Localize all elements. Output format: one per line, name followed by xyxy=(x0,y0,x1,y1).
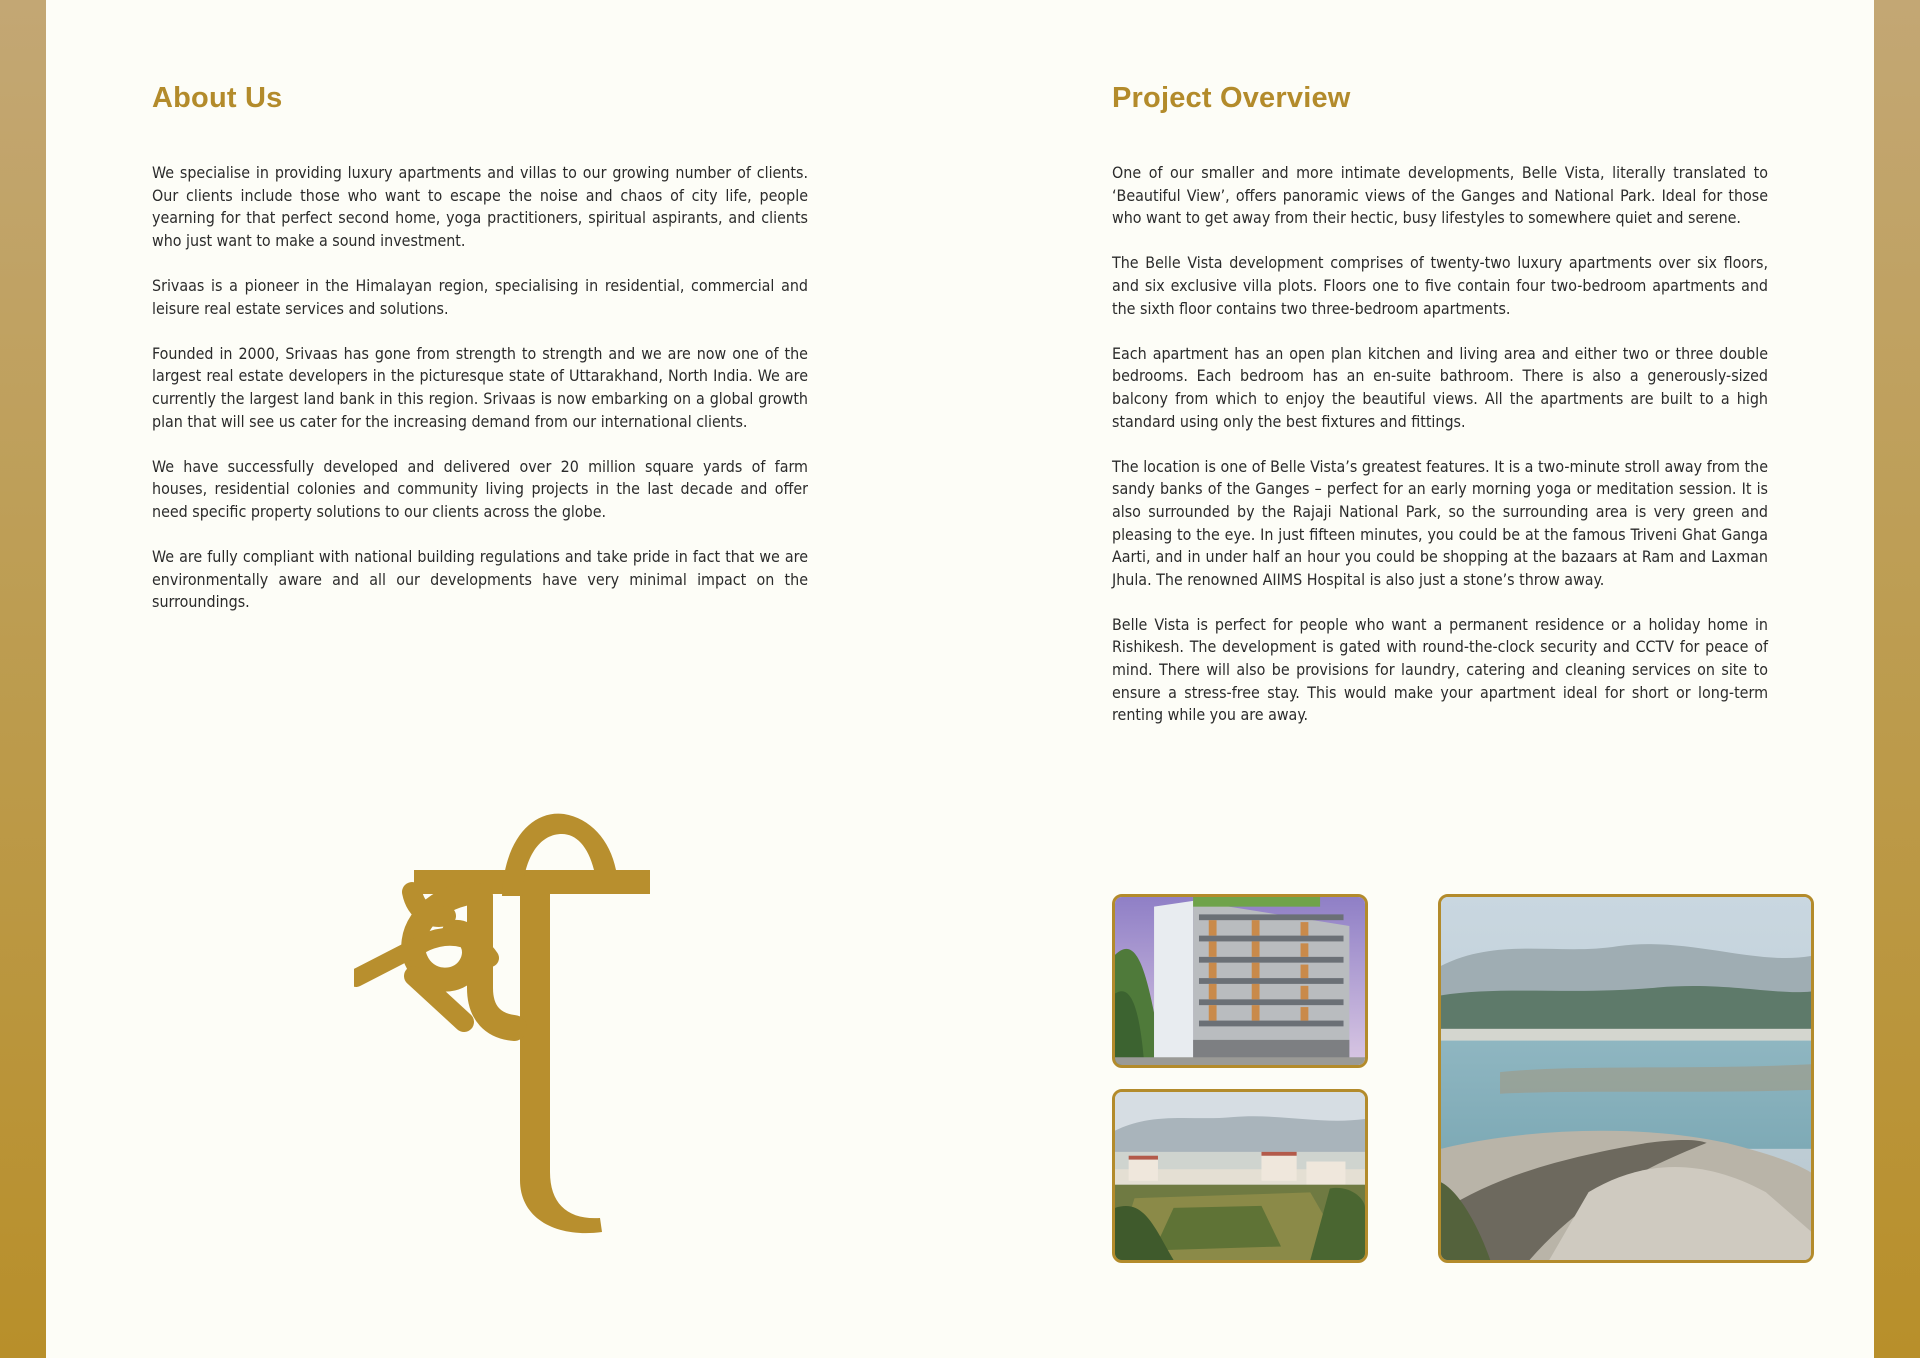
brochure-spread xyxy=(46,0,1874,1358)
about-paragraph: Srivaas is a pioneer in the Himalayan region, specialising in residential, commercial and leisure real estate services and solutions. xyxy=(152,275,808,318)
about-paragraph: We have successfully developed and delivered over 20 million square yards of farm houses, residential colonies and community living projects in the last decade and offer need specific property solutions to our clients across the globe. xyxy=(152,456,808,521)
project-overview-heading: Project Overview xyxy=(1112,82,1351,114)
shree-logo-text: श्री xyxy=(354,800,355,801)
about-us-body xyxy=(152,162,808,636)
shree-logo-stem xyxy=(520,894,602,1233)
overview-paragraph: Each apartment has an open plan kitchen and living area and either two or three double bedrooms. Each bedroom has an en-suite bathroom. There is also a generously-sized balcony from which to enjoy the beautiful views. All the apartments are built to a high standard using only the best fixtures and fittings. xyxy=(1112,343,1768,431)
about-us-page xyxy=(46,0,960,1358)
project-overview-page xyxy=(960,0,1874,1358)
about-us-heading: About Us xyxy=(152,82,283,114)
overview-paragraph: The location is one of Belle Vista’s greatest features. It is a two-minute stroll away from the sandy banks of the Ganges – perfect for an early morning yoga or meditation session. It is also surrounded by the Rajaji National Park, so the surrounding area is very green and pleasing to the eye. In just fifteen minutes, you could be at the famous Triveni Ghat Ganga Aarti, and in under half an hour you could be shopping at the bazaars at Ram and Laxman Jhula. The renowned AIIMS Hospital is also just a stone’s throw away. xyxy=(1112,456,1768,589)
about-paragraph: Founded in 2000, Srivaas has gone from strength to strength and we are now one of the largest real estate developers in the picturesque state of Uttarakhand, North India. We are currently the largest land bank in this region. Srivaas is now embarking on a global growth plan that will see us cater for the increasing demand from our international clients. xyxy=(152,343,808,431)
shree-logo xyxy=(354,800,654,1250)
about-paragraph: We specialise in providing luxury apartments and villas to our growing number of clients. Our clients include those who want to escape the noise and chaos of city life, people yearning for that perfect second home, yoga practitioners, spiritual aspirants, and clients who just want to make a sound investment. xyxy=(152,163,808,250)
river-photo xyxy=(1438,894,1814,1263)
overview-paragraph: One of our smaller and more intimate developments, Belle Vista, literally translated to ‘Beautiful View’, offers panoramic views of the Ganges and National Park. Ideal for those who want to get away from their hectic, busy lifestyles to somewhere quiet and serene. xyxy=(1112,163,1768,228)
building-photo xyxy=(1112,894,1368,1068)
town-photo xyxy=(1112,1089,1368,1263)
project-overview-body xyxy=(1112,162,1768,749)
overview-paragraph: Belle Vista is perfect for people who want a permanent residence or a holiday home in Rishikesh. The development is gated with round-the-clock security and CCTV for peace of mind. There will also be provisions for laundry, catering and cleaning services on site to ensure a stress-free stay. This would make your apartment ideal for short or long-term renting while you are away. xyxy=(1112,614,1768,725)
about-paragraph: We are fully compliant with national building regulations and take pride in fact that we are environmentally aware and all our developments have very minimal impact on the surroundings. xyxy=(152,547,808,612)
overview-paragraph: The Belle Vista development comprises of twenty-two luxury apartments over six floors, and six exclusive villa plots. Floors one to five contain four two-bedroom apartments and the sixth floor contains two three-bedroom apartments. xyxy=(1112,253,1768,318)
